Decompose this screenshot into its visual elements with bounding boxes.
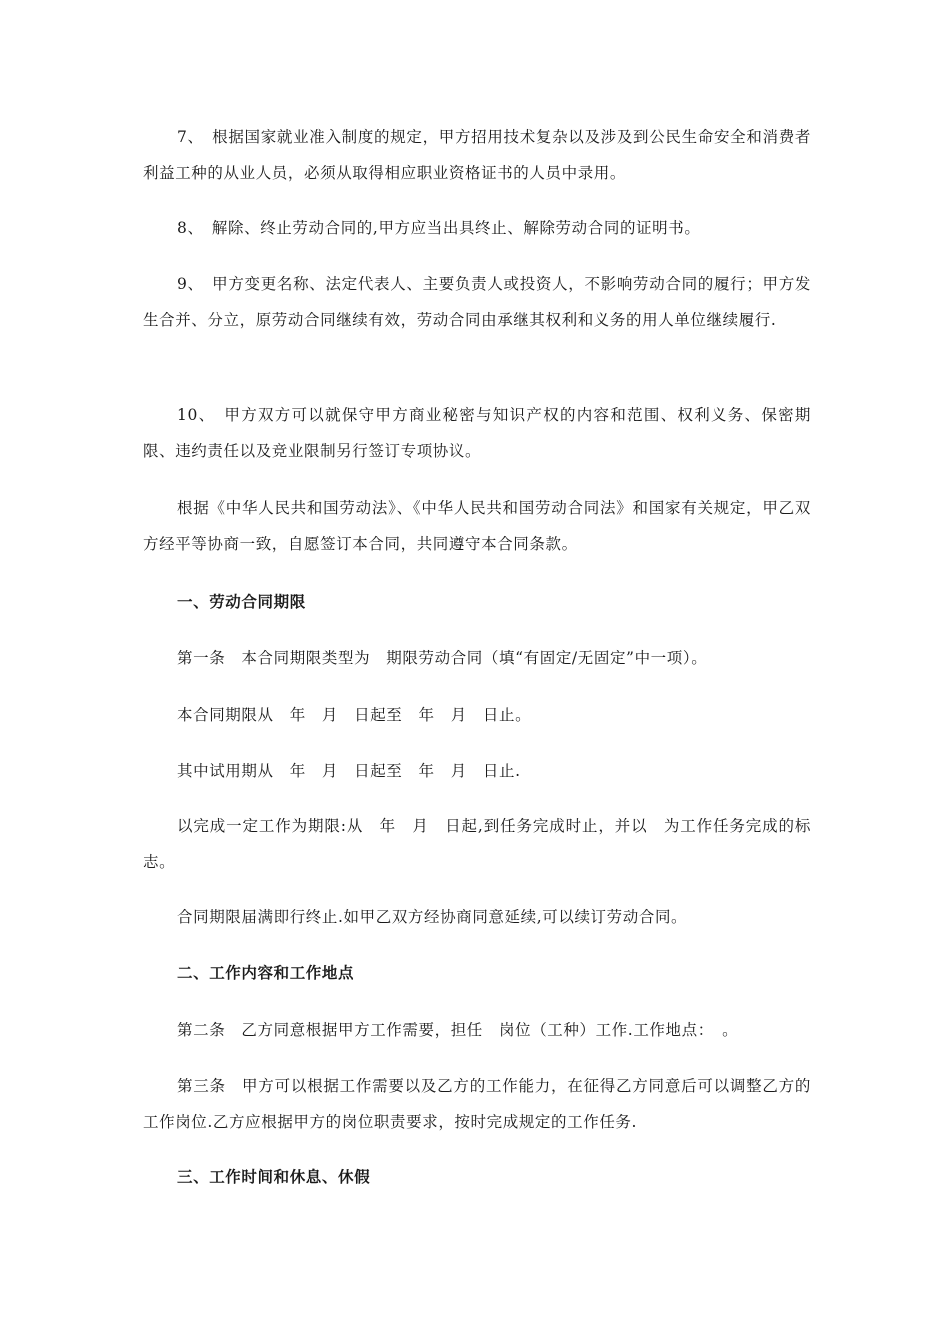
- task-based-term: 以完成一定工作为期限:从 年 月 日起,到任务完成时止，并以 为工作任务完成的标志。: [143, 817, 811, 871]
- clause-8: 8、 解除、终止劳动合同的,甲方应当出具终止、解除劳动合同的证明书。: [177, 219, 701, 237]
- contract-term: 本合同期限从 年 月 日起至 年 月 日止。: [177, 706, 532, 724]
- clause-9: 9、 甲方变更名称、法定代表人、主要负责人或投资人，不影响劳动合同的履行；甲方发生合并、分立，原劳动合同继续有效，劳动合同由承继其权利和义务的用人单位继续履行.: [143, 275, 811, 329]
- term-expiry: 合同期限届满即行终止.如甲乙双方经协商同意延续,可以续订劳动合同。: [177, 908, 688, 926]
- clause-7: 7、 根据国家就业准入制度的规定，甲方招用技术复杂以及涉及到公民生命安全和消费者利益工种的从业人员，必须从取得相应职业资格证书的人员中录用。: [143, 128, 811, 182]
- probation-period: 其中试用期从 年 月 日起至 年 月 日止.: [177, 762, 521, 780]
- clause-10: 10、 甲方双方可以就保守甲方商业秘密与知识产权的内容和范围、权利义务、保密期限、违约责任以及竞业限制另行签订专项协议。: [143, 406, 811, 460]
- article-2: 第二条 乙方同意根据甲方工作需要，担任 岗位（工种）工作.工作地点： 。: [177, 1021, 739, 1039]
- section-1-heading: 一、劳动合同期限: [177, 593, 306, 611]
- section-2-heading: 二、工作内容和工作地点: [177, 964, 355, 982]
- section-3-heading: 三、工作时间和休息、休假: [177, 1168, 371, 1186]
- article-1: 第一条 本合同期限类型为 期限劳动合同（填“有固定/无固定”中一项）。: [177, 649, 708, 667]
- article-3: 第三条 甲方可以根据工作需要以及乙方的工作能力，在征得乙方同意后可以调整乙方的工作岗位.乙方应根据甲方的岗位职责要求，按时完成规定的工作任务.: [143, 1077, 811, 1131]
- intro-paragraph: 根据《中华人民共和国劳动法》、《中华人民共和国劳动合同法》和国家有关规定，甲乙双方经平等协商一致，自愿签订本合同，共同遵守本合同条款。: [143, 499, 811, 553]
